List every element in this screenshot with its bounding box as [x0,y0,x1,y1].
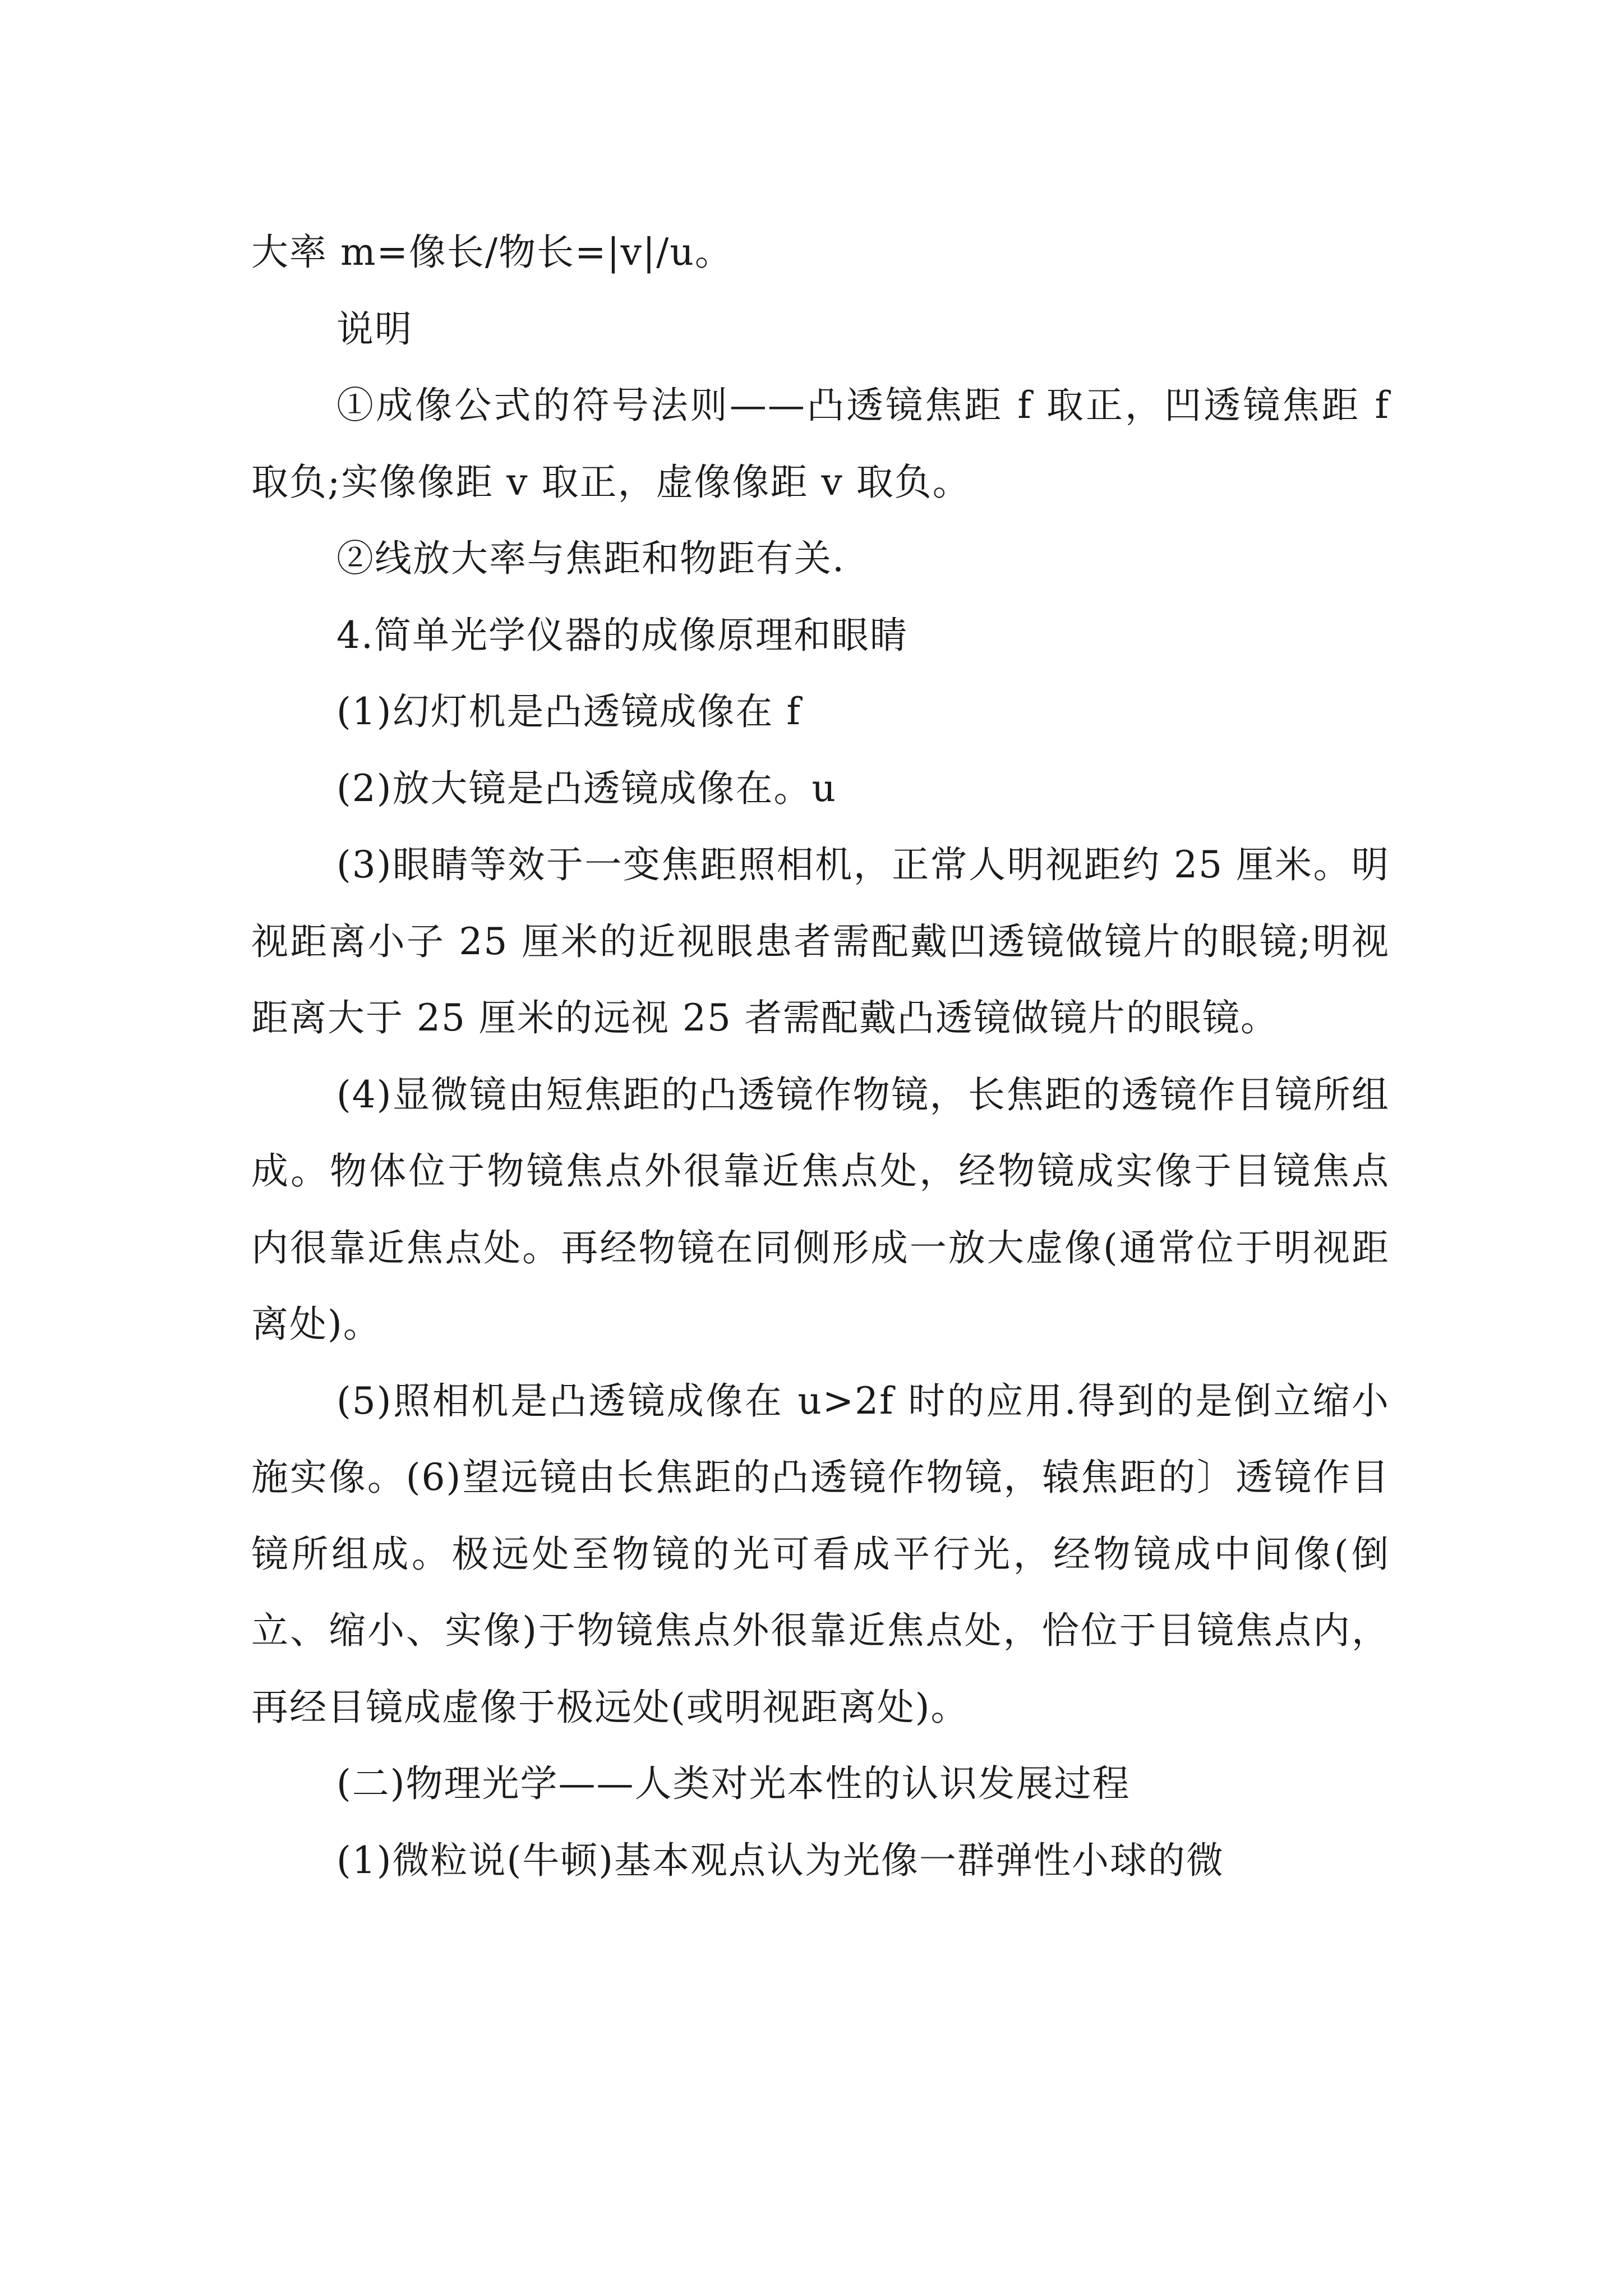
paragraph-projector: (1)幻灯机是凸透镜成像在 f [336,690,801,733]
paragraph-sign-convention: ①成像公式的符号法则——凸透镜焦距 f 取正，凹透镜焦距 f 取负;实像像距 v 取正，虚像像距 v 取负。 [251,384,1390,504]
paragraph-magnifier: (2)放大镜是凸透镜成像在。u [336,766,837,810]
section-heading-optical-instruments: 4.简单光学仪器的成像原理和眼睛 [336,613,908,657]
paragraph-microscope: (4)显微镜由短焦距的凸透镜作物镜，长焦距的透镜作目镜所组成。物体位于物镜焦点外很靠近焦点处，经物镜成实像于目镜焦点内很靠近焦点处。再经物镜在同侧形成一放大虚像(通常位于明视距离处)。 [251,1073,1390,1346]
paragraph-corpuscular-theory: (1)微粒说(牛顿)基本观点认为光像一群弹性小球的微 [336,1838,1224,1882]
paragraph-magnification-formula: 大率 m=像长/物长=|v|/u。 [251,231,733,274]
paragraph-eye: (3)眼睛等效于一变焦距照相机，正常人明视距约 25 厘米。明视距离小子 25 厘米的近视眼患者需配戴凹透镜做镜片的眼镜;明视距离大于 25 厘米的远视 25 者需配戴凸透镜做镜片的眼镜。 [251,843,1390,1039]
paragraph-notes-heading: 说明 [336,307,413,351]
section-heading-physical-optics: (二)物理光学——人类对光本性的认识发展过程 [336,1762,1131,1805]
paragraph-camera-telescope: (5)照相机是凸透镜成像在 u>2f 时的应用.得到的是倒立缩小施实像。(6)望远镜由长焦距的凸透镜作物镜，辕焦距的〕透镜作目镜所组成。极远处至物镜的光可看成平行光，经物镜成中间像(倒立、缩小、实像)于物镜焦点外很靠近焦点处，恰位于目镜焦点内，再经目镜成虚像于极远处(或明视距离处)。 [251,1379,1390,1729]
document-body [251,214,1390,1899]
paragraph-linear-magnification: ②线放大率与焦距和物距有关. [336,537,845,580]
